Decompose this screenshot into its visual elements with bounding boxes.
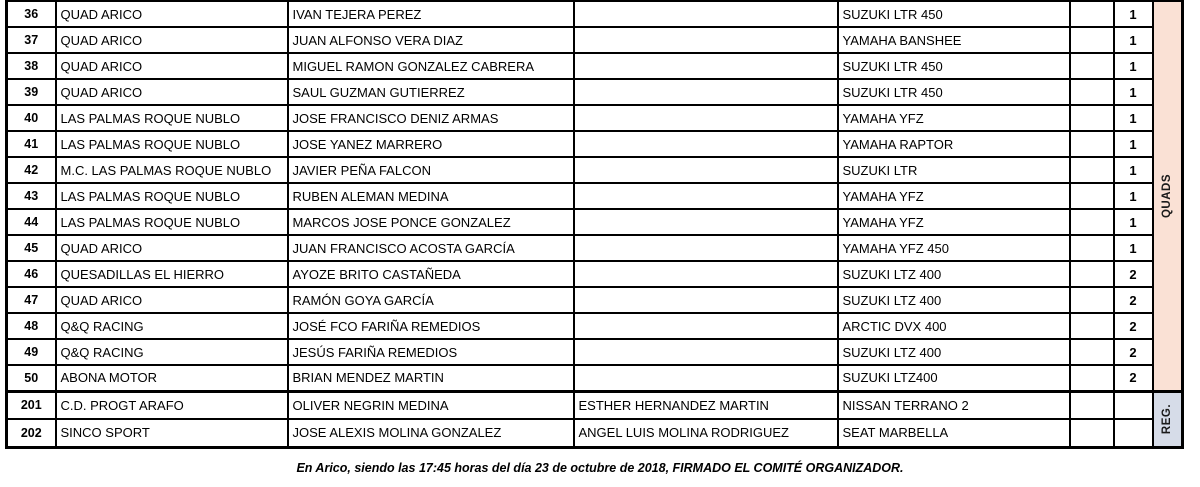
cell-class — [1114, 391, 1153, 419]
cell-driver: JAVIER PEÑA FALCON — [288, 157, 574, 183]
cell-driver: SAUL GUZMAN GUTIERREZ — [288, 79, 574, 105]
footer-note: En Arico, siendo las 17:45 horas del día 23 de octubre de 2018, FIRMADO EL COMITÉ ORGANIZADOR. — [296, 461, 904, 475]
cell-number: 39 — [7, 79, 56, 105]
table-row — [7, 365, 1183, 391]
category-quads — [1153, 1, 1183, 391]
cell-codriver — [574, 105, 838, 131]
cell-team: LAS PALMAS ROQUE NUBLO — [56, 209, 288, 235]
cell-driver: JUAN FRANCISCO ACOSTA GARCÍA — [288, 235, 574, 261]
cell-codriver: ANGEL LUIS MOLINA RODRIGUEZ — [574, 419, 838, 447]
cell-number: 41 — [7, 131, 56, 157]
cell-class: 1 — [1114, 183, 1153, 209]
entry-list-table — [5, 0, 1184, 449]
cell-number: 202 — [7, 419, 56, 447]
table-row — [7, 131, 1183, 157]
cell-extra — [1070, 183, 1114, 209]
cell-number: 38 — [7, 53, 56, 79]
cell-vehicle: ARCTIC DVX 400 — [838, 313, 1070, 339]
cell-number: 43 — [7, 183, 56, 209]
cell-team: Q&Q RACING — [56, 339, 288, 365]
cell-codriver — [574, 261, 838, 287]
cell-driver: AYOZE BRITO CASTAÑEDA — [288, 261, 574, 287]
cell-class: 1 — [1114, 235, 1153, 261]
cell-team: SINCO SPORT — [56, 419, 288, 447]
cell-driver: JOSE YANEZ MARRERO — [288, 131, 574, 157]
cell-number: 47 — [7, 287, 56, 313]
cell-team: QUAD ARICO — [56, 235, 288, 261]
cell-driver: JOSÉ FCO FARIÑA REMEDIOS — [288, 313, 574, 339]
table-row — [7, 339, 1183, 365]
cell-vehicle: NISSAN TERRANO 2 — [838, 391, 1070, 419]
cell-number: 44 — [7, 209, 56, 235]
cell-extra — [1070, 53, 1114, 79]
cell-extra — [1070, 261, 1114, 287]
cell-extra — [1070, 419, 1114, 447]
cell-extra — [1070, 391, 1114, 419]
cell-number: 45 — [7, 235, 56, 261]
cell-codriver — [574, 157, 838, 183]
table-row — [7, 287, 1183, 313]
cell-codriver — [574, 209, 838, 235]
cell-codriver — [574, 313, 838, 339]
table-row — [7, 235, 1183, 261]
cell-number: 36 — [7, 1, 56, 27]
cell-codriver — [574, 183, 838, 209]
cell-extra — [1070, 339, 1114, 365]
cell-codriver — [574, 131, 838, 157]
cell-team: QUAD ARICO — [56, 1, 288, 27]
cell-vehicle: SUZUKI LTZ 400 — [838, 339, 1070, 365]
cell-driver: MARCOS JOSE PONCE GONZALEZ — [288, 209, 574, 235]
cell-codriver — [574, 1, 838, 27]
cell-vehicle: SEAT MARBELLA — [838, 419, 1070, 447]
cell-codriver — [574, 287, 838, 313]
cell-vehicle: YAMAHA BANSHEE — [838, 27, 1070, 53]
cell-extra — [1070, 1, 1114, 27]
cell-class: 1 — [1114, 131, 1153, 157]
cell-vehicle: YAMAHA YFZ — [838, 209, 1070, 235]
cell-driver: JESÚS FARIÑA REMEDIOS — [288, 339, 574, 365]
cell-class: 2 — [1114, 261, 1153, 287]
cell-vehicle: YAMAHA YFZ — [838, 105, 1070, 131]
cell-vehicle: SUZUKI LTR 450 — [838, 53, 1070, 79]
cell-driver: JUAN ALFONSO VERA DIAZ — [288, 27, 574, 53]
cell-vehicle: SUZUKI LTZ400 — [838, 365, 1070, 391]
table-row — [7, 391, 1183, 419]
cell-codriver — [574, 53, 838, 79]
cell-number: 46 — [7, 261, 56, 287]
category-reg-label: REG. — [1161, 403, 1174, 435]
cell-driver: IVAN TEJERA PEREZ — [288, 1, 574, 27]
table-row — [7, 79, 1183, 105]
cell-class: 1 — [1114, 157, 1153, 183]
cell-team: QUAD ARICO — [56, 79, 288, 105]
cell-number: 49 — [7, 339, 56, 365]
cell-extra — [1070, 27, 1114, 53]
table-row — [7, 419, 1183, 447]
cell-class: 2 — [1114, 365, 1153, 391]
cell-codriver — [574, 235, 838, 261]
cell-team: Q&Q RACING — [56, 313, 288, 339]
cell-driver: OLIVER NEGRIN MEDINA — [288, 391, 574, 419]
cell-codriver — [574, 27, 838, 53]
cell-extra — [1070, 157, 1114, 183]
table-row — [7, 27, 1183, 53]
category-reg — [1153, 391, 1183, 447]
cell-extra — [1070, 79, 1114, 105]
cell-class: 2 — [1114, 339, 1153, 365]
cell-vehicle: SUZUKI LTR 450 — [838, 79, 1070, 105]
cell-extra — [1070, 131, 1114, 157]
cell-vehicle: SUZUKI LTR — [838, 157, 1070, 183]
cell-class: 1 — [1114, 79, 1153, 105]
cell-codriver — [574, 365, 838, 391]
cell-number: 48 — [7, 313, 56, 339]
cell-team: LAS PALMAS ROQUE NUBLO — [56, 183, 288, 209]
cell-class: 2 — [1114, 313, 1153, 339]
cell-vehicle: SUZUKI LTZ 400 — [838, 287, 1070, 313]
cell-extra — [1070, 287, 1114, 313]
cell-codriver — [574, 79, 838, 105]
cell-vehicle: YAMAHA RAPTOR — [838, 131, 1070, 157]
cell-team: QUAD ARICO — [56, 287, 288, 313]
cell-team: QUESADILLAS EL HIERRO — [56, 261, 288, 287]
table-row — [7, 1, 1183, 27]
cell-codriver: ESTHER HERNANDEZ MARTIN — [574, 391, 838, 419]
cell-team: M.C. LAS PALMAS ROQUE NUBLO — [56, 157, 288, 183]
cell-extra — [1070, 105, 1114, 131]
cell-driver: JOSE ALEXIS MOLINA GONZALEZ — [288, 419, 574, 447]
table-row — [7, 261, 1183, 287]
cell-driver: RUBEN ALEMAN MEDINA — [288, 183, 574, 209]
cell-team: C.D. PROGT ARAFO — [56, 391, 288, 419]
cell-vehicle: YAMAHA YFZ — [838, 183, 1070, 209]
cell-team: LAS PALMAS ROQUE NUBLO — [56, 105, 288, 131]
cell-class: 1 — [1114, 105, 1153, 131]
cell-extra — [1070, 365, 1114, 391]
category-quads-label: QUADS — [1161, 173, 1174, 218]
cell-number: 50 — [7, 365, 56, 391]
cell-vehicle: SUZUKI LTZ 400 — [838, 261, 1070, 287]
cell-driver: MIGUEL RAMON GONZALEZ CABRERA — [288, 53, 574, 79]
cell-extra — [1070, 313, 1114, 339]
cell-driver: RAMÓN GOYA GARCÍA — [288, 287, 574, 313]
cell-team: ABONA MOTOR — [56, 365, 288, 391]
table-row — [7, 313, 1183, 339]
cell-class: 2 — [1114, 287, 1153, 313]
cell-number: 201 — [7, 391, 56, 419]
table-row — [7, 209, 1183, 235]
cell-number: 40 — [7, 105, 56, 131]
cell-team: QUAD ARICO — [56, 53, 288, 79]
cell-number: 42 — [7, 157, 56, 183]
cell-vehicle: SUZUKI LTR 450 — [838, 1, 1070, 27]
cell-team: LAS PALMAS ROQUE NUBLO — [56, 131, 288, 157]
cell-class: 1 — [1114, 1, 1153, 27]
cell-class — [1114, 419, 1153, 447]
table-row — [7, 53, 1183, 79]
cell-driver: JOSE FRANCISCO DENIZ ARMAS — [288, 105, 574, 131]
cell-extra — [1070, 235, 1114, 261]
cell-vehicle: YAMAHA YFZ 450 — [838, 235, 1070, 261]
cell-extra — [1070, 209, 1114, 235]
cell-class: 1 — [1114, 53, 1153, 79]
table-row — [7, 105, 1183, 131]
cell-codriver — [574, 339, 838, 365]
cell-class: 1 — [1114, 209, 1153, 235]
table-row — [7, 157, 1183, 183]
cell-driver: BRIAN MENDEZ MARTIN — [288, 365, 574, 391]
cell-class: 1 — [1114, 27, 1153, 53]
cell-number: 37 — [7, 27, 56, 53]
cell-team: QUAD ARICO — [56, 27, 288, 53]
table-row — [7, 183, 1183, 209]
